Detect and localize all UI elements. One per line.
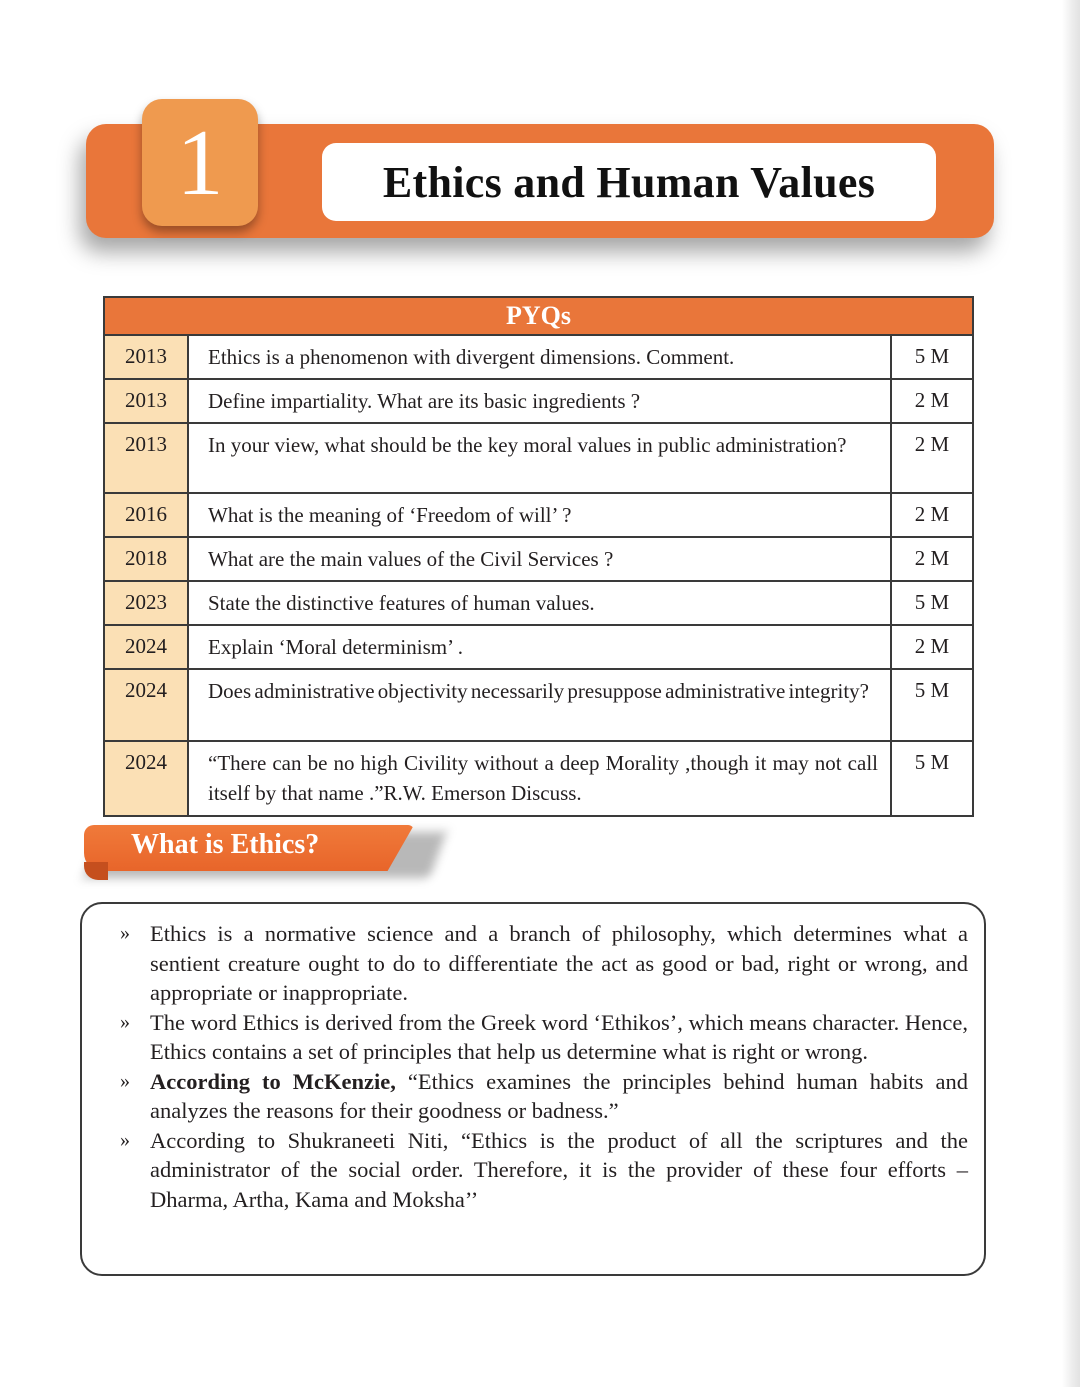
chapter-title-box bbox=[322, 143, 936, 221]
year-cell: 2024 bbox=[104, 741, 188, 816]
marks-cell: 2 M bbox=[891, 493, 973, 537]
marks-cell: 5 M bbox=[891, 669, 973, 741]
year-cell: 2024 bbox=[104, 625, 188, 669]
table-row bbox=[104, 741, 973, 816]
question-cell: Ethics is a phenomenon with divergent dimensions. Comment. bbox=[188, 335, 891, 379]
bullet-text: “Ethics examines the principles behind human habits and analyzes the reasons for their goodness or badness.” bbox=[150, 1068, 968, 1123]
list-item bbox=[122, 1126, 968, 1215]
pyq-table-heading: PYQs bbox=[104, 297, 973, 335]
year-cell: 2016 bbox=[104, 493, 188, 537]
table-row bbox=[104, 669, 973, 741]
marks-cell: 2 M bbox=[891, 537, 973, 581]
table-row bbox=[104, 493, 973, 537]
page-edge-shadow bbox=[1062, 0, 1080, 1387]
year-cell: 2023 bbox=[104, 581, 188, 625]
question-cell: Does administrative objectivity necessarily presuppose administrative integrity? bbox=[188, 669, 891, 741]
list-item bbox=[122, 1008, 968, 1067]
marks-cell: 2 M bbox=[891, 423, 973, 493]
list-item bbox=[122, 1067, 968, 1126]
table-row bbox=[104, 379, 973, 423]
question-cell: What is the meaning of ‘Freedom of will’ ? bbox=[188, 493, 891, 537]
pyq-table-body bbox=[104, 335, 973, 816]
bullet-icon: » bbox=[120, 922, 130, 944]
list-item bbox=[122, 919, 968, 1008]
table-row bbox=[104, 537, 973, 581]
section-title: What is Ethics? bbox=[131, 829, 320, 860]
chapter-title: Ethics and Human Values bbox=[382, 157, 876, 207]
bullet-text: According to Shukraneeti Niti, “Ethics is the product of all the scriptures and the administrator of the social order. Therefore, it is the provider of these four efforts – Dharma, Artha, Kama and Moksha’’ bbox=[150, 1127, 968, 1212]
marks-cell: 5 M bbox=[891, 581, 973, 625]
marks-cell: 5 M bbox=[891, 335, 973, 379]
question-cell: Define impartiality. What are its basic ingredients ? bbox=[188, 379, 891, 423]
bullet-list bbox=[122, 919, 968, 1214]
year-cell: 2024 bbox=[104, 669, 188, 741]
marks-cell: 2 M bbox=[891, 625, 973, 669]
bullet-icon: » bbox=[120, 1128, 130, 1151]
bullet-icon: » bbox=[120, 1010, 130, 1033]
question-cell: What are the main values of the Civil Services ? bbox=[188, 537, 891, 581]
content-box bbox=[80, 902, 986, 1276]
marks-cell: 2 M bbox=[891, 379, 973, 423]
bullet-text: Ethics is a normative science and a branch of philosophy, which determines what a sentient creature ought to do to differentiate the act as good or bad, right or wrong, and appropriate or inappropriate. bbox=[150, 921, 968, 1005]
table-row bbox=[104, 625, 973, 669]
bullet-text: The word Ethics is derived from the Greek word ‘Ethikos’, which means character. Hence, Ethics contains a set of principles that help us determine what is right or wrong. bbox=[150, 1009, 968, 1064]
year-cell: 2018 bbox=[104, 537, 188, 581]
pyq-table bbox=[103, 296, 974, 817]
bullet-icon: » bbox=[120, 1069, 130, 1092]
question-cell: State the distinctive features of human values. bbox=[188, 581, 891, 625]
table-row bbox=[104, 335, 973, 379]
question-cell: In your view, what should be the key moral values in public administration? bbox=[188, 423, 891, 493]
table-row bbox=[104, 581, 973, 625]
question-cell: “There can be no high Civility without a deep Morality ,though it may not call itself by that name .”R.W. Emerson Discuss. bbox=[188, 741, 891, 816]
table-row bbox=[104, 423, 973, 493]
year-cell: 2013 bbox=[104, 335, 188, 379]
bullet-bold-lead: According to McKenzie, bbox=[150, 1068, 396, 1094]
question-cell: Explain ‘Moral determinism’ . bbox=[188, 625, 891, 669]
year-cell: 2013 bbox=[104, 423, 188, 493]
chapter-number: 1 bbox=[142, 99, 258, 226]
marks-cell: 5 M bbox=[891, 741, 973, 816]
year-cell: 2013 bbox=[104, 379, 188, 423]
